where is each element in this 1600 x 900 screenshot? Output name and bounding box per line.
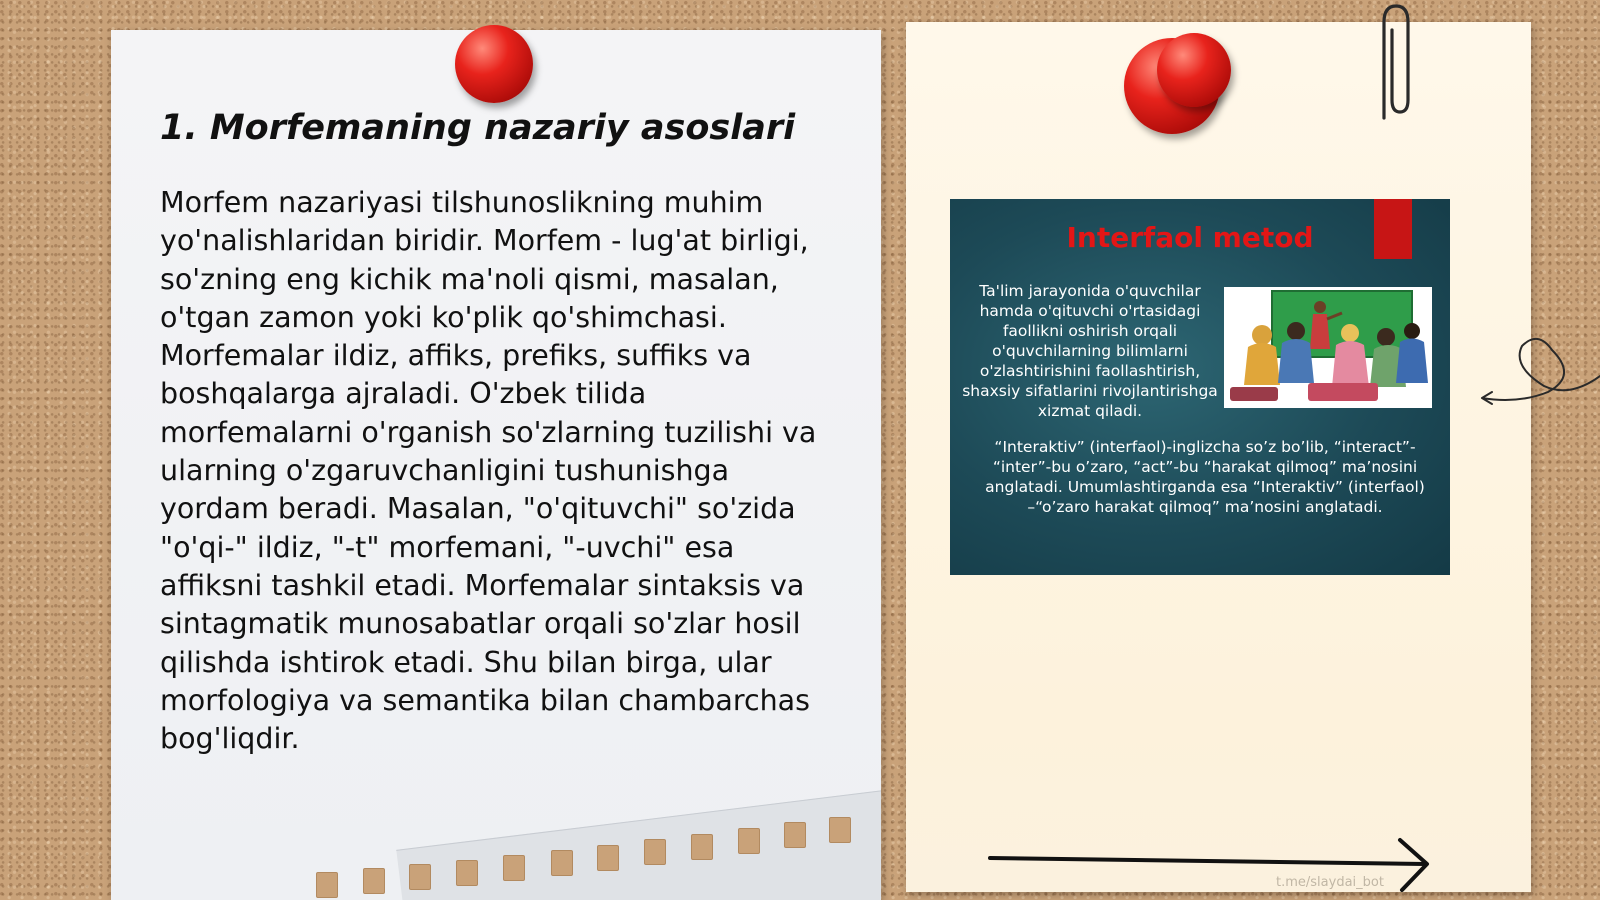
note-title: 1. Morfemaning nazariy asoslari: [160, 108, 796, 148]
slide-paragraph-2: “Interaktiv” (interfaol)-inglizcha so’z bo’lib, “interact”- “inter”-bu o’zaro, “act”-bu “harakat qilmoq” ma’nosini anglatadi. Umumlashtirganda esa “Interaktiv” (interfaol) –“o’zaro harakat qilmoq” ma’nosini anglatadi.: [985, 438, 1425, 516]
watermark-text: t.me/slaydai_bot: [1276, 875, 1384, 890]
note-body-text: Morfem nazariyasi tilshunoslikning muhim yo'nalishlaridan biridir. Morfem - lug'at birligi, so'zning eng kichik ma'noli qismi, masalan, o'tgan zamon yoki ko'plik qo'shimchasi. Morfemalar ildiz, affiks, prefiks, suffiks va boshqalarga ajraladi. O'zbek tilida morfemalarni o'rganish so'zlarning tuzilishi va ularning o'zgaruvchanligini tushunishga yordam beradi. Masalan, "o'qituvchi" so'zida "o'qi-" ildiz, "-t" morfemani, "-uvchi" esa affiksni tashkil etadi. Morfemalar sintaksis va sintagmatik munosabatlar orqali so'zlar hosil qilishda ishtirok etadi. Shu bilan birga, ular morfologiya va semantika bilan chambarchas bog'liqdir.: [160, 186, 817, 756]
slide-paragraph-1: Ta'lim jarayonida o'quvchilar hamda o'qituvchi o'rtasidagi faollikni oshirish orqali o'quvchilarning bilimlarni o'zlashtirishini faollashtirish, shaxsiy sifatlarini rivojlantirishga xizmat qiladi.: [962, 282, 1218, 420]
slide-image: [950, 199, 1450, 575]
push-pin-icon: [1157, 33, 1231, 107]
classroom-illustration: [1224, 287, 1432, 408]
slide-title: Interfaol metod: [1066, 221, 1314, 254]
torn-paper-strip: [111, 780, 881, 900]
paper-clip-icon: [1370, 0, 1420, 130]
push-pin-icon: [455, 25, 533, 103]
doodle-loop-icon: [1478, 310, 1600, 410]
